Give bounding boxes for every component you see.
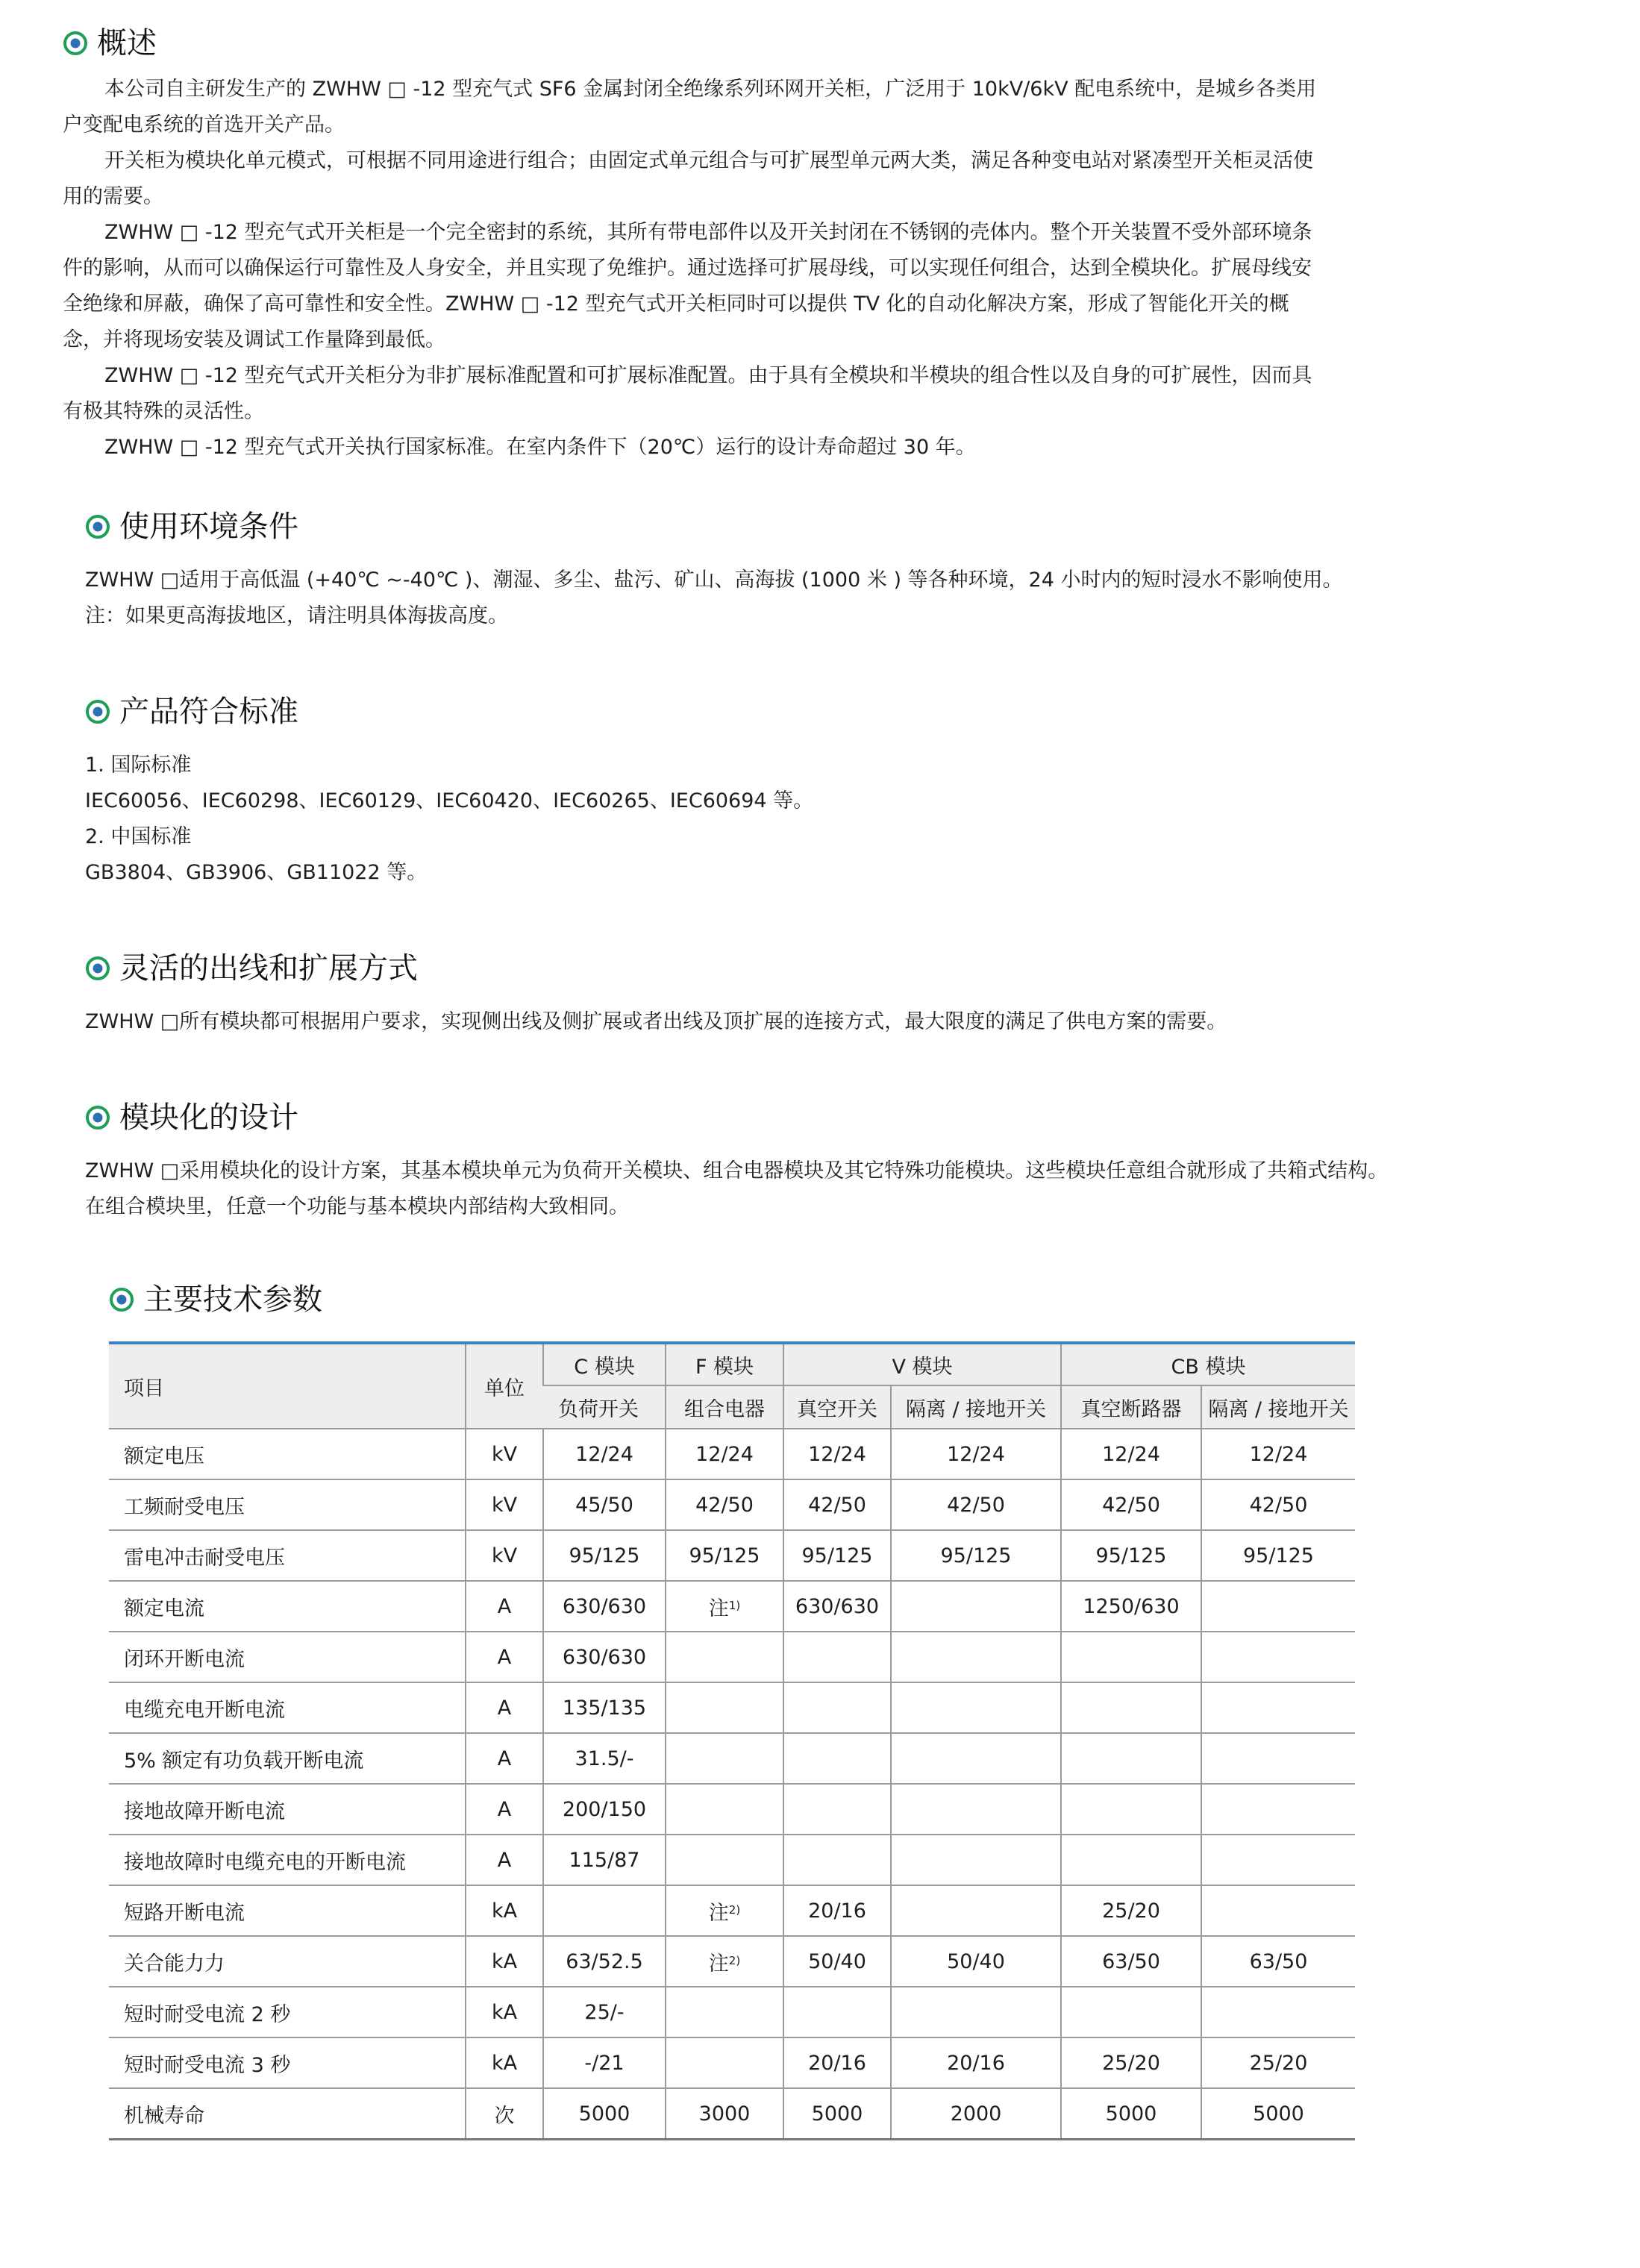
section-title-standards: 产品符合标准: [85, 692, 298, 731]
header-sub: 真空开关: [783, 1385, 891, 1429]
cell: [1201, 1682, 1355, 1733]
section-title-environment: 使用环境条件: [85, 507, 298, 546]
standards-cn-list: GB3804、GB3906、GB11022 等。: [85, 861, 428, 884]
cell: [783, 1835, 891, 1885]
row-item: 闭环开断电流: [109, 1632, 466, 1682]
cell: 25/20: [1201, 2037, 1355, 2088]
header-sub: 隔离 / 接地开关: [891, 1385, 1061, 1429]
cell: [1061, 1987, 1201, 2037]
cell: 135/135: [543, 1682, 666, 1733]
row-unit: A: [466, 1835, 543, 1885]
cell: [783, 1682, 891, 1733]
cell: [1201, 1581, 1355, 1632]
cell: 20/16: [783, 1885, 891, 1936]
cell: 12/24: [543, 1429, 666, 1479]
table-row: [109, 1429, 1355, 1479]
cell: [1201, 1784, 1355, 1835]
outlet-line-1: ZWHW □所有模块都可根据用户要求，实现侧出线及侧扩展或者出线及顶扩展的连接方式，最大限度的满足了供电方案的需要。: [85, 1010, 1227, 1033]
table-row: [109, 2088, 1355, 2140]
section-title-modular: 模块化的设计: [85, 1098, 298, 1137]
row-item: 雷电冲击耐受电压: [109, 1530, 466, 1581]
section-title-params: 主要技术参数: [109, 1280, 322, 1319]
table-row: [109, 1479, 1355, 1530]
cell: [891, 1682, 1061, 1733]
cell: 12/24: [666, 1429, 783, 1479]
row-unit: 次: [466, 2088, 543, 2140]
cell: [783, 1987, 891, 2037]
header-group-v: V 模块: [783, 1343, 1061, 1385]
cell: 95/125: [783, 1530, 891, 1581]
cell: [1201, 1632, 1355, 1682]
cell: 95/125: [666, 1530, 783, 1581]
cell: 31.5/-: [543, 1733, 666, 1784]
cell: 42/50: [1201, 1479, 1355, 1530]
header-sub: 真空断路器: [1061, 1385, 1201, 1429]
cell: [1061, 1835, 1201, 1885]
cell-note: 注$^{2)}$: [666, 1936, 783, 1987]
row-item: 短路开断电流: [109, 1885, 466, 1936]
row-unit: kV: [466, 1429, 543, 1479]
cell: 95/125: [1061, 1530, 1201, 1581]
row-item: 短时耐受电流 2 秒: [109, 1987, 466, 2037]
cell: [783, 1632, 891, 1682]
cell: 5000: [1061, 2088, 1201, 2140]
row-unit: kV: [466, 1530, 543, 1581]
cell: [666, 1733, 783, 1784]
cell: [666, 2037, 783, 2088]
cell: [891, 1733, 1061, 1784]
cell: [783, 1784, 891, 1835]
cell: 200/150: [543, 1784, 666, 1835]
row-item: 电缆充电开断电流: [109, 1682, 466, 1733]
footnote-mark: 2): [728, 1902, 741, 1917]
row-unit: kA: [466, 1987, 543, 2037]
cell: 5000: [783, 2088, 891, 2140]
cell: 95/125: [1201, 1530, 1355, 1581]
cell: 63/52.5: [543, 1936, 666, 1987]
header-unit: 单位: [466, 1343, 543, 1429]
header-group-f: F 模块: [666, 1343, 783, 1385]
circle-dot-icon: [85, 514, 110, 539]
footnote-mark: 2): [728, 1953, 741, 1967]
environment-line-1: ZWHW □适用于高低温 (+40℃ ~-40℃ )、潮湿、多尘、盐污、矿山、高海拔 (1000 米 ) 等各种环境，24 小时内的短时浸水不影响使用。: [85, 568, 1343, 592]
cell: 95/125: [543, 1530, 666, 1581]
standards-intl-list: IEC60056、IEC60298、IEC60129、IEC60420、IEC60265、IEC60694 等。: [85, 789, 814, 812]
cell: 1250/630: [1061, 1581, 1201, 1632]
cell-note: 注$^{1)}$: [666, 1581, 783, 1632]
cell: 50/40: [891, 1936, 1061, 1987]
cell: -/21: [543, 2037, 666, 2088]
cell: [891, 1987, 1061, 2037]
table-row: [109, 1885, 1355, 1936]
cell: 630/630: [543, 1581, 666, 1632]
cell: [891, 1632, 1061, 1682]
row-item: 接地故障开断电流: [109, 1784, 466, 1835]
cell: 12/24: [891, 1429, 1061, 1479]
cell: [783, 1733, 891, 1784]
header-group-cb: CB 模块: [1061, 1343, 1355, 1385]
cell: 12/24: [1061, 1429, 1201, 1479]
cell: 42/50: [666, 1479, 783, 1530]
cell: 630/630: [783, 1581, 891, 1632]
header-sub: 组合电器: [666, 1385, 783, 1429]
table-row: [109, 1682, 1355, 1733]
cell: 63/50: [1201, 1936, 1355, 1987]
cell: 115/87: [543, 1835, 666, 1885]
overview-paragraph-1: 本公司自主研发生产的 ZWHW □ -12 型充气式 SF6 金属封闭全绝缘系列环网开关柜，广泛用于 10kV/6kV 配电系统中，是城乡各类用户变配电系统的首选开关产品。: [63, 78, 1317, 137]
row-item: 关合能力力: [109, 1936, 466, 1987]
cell: [891, 1784, 1061, 1835]
cell-note: 注$^{2)}$: [666, 1885, 783, 1936]
cell: 42/50: [891, 1479, 1061, 1530]
parameters-table: [109, 1341, 1355, 2140]
row-item: 工频耐受电压: [109, 1479, 466, 1530]
row-unit: A: [466, 1784, 543, 1835]
header-sub: 隔离 / 接地开关: [1201, 1385, 1355, 1429]
cell: 12/24: [783, 1429, 891, 1479]
table-row: [109, 1936, 1355, 1987]
row-unit: kA: [466, 1885, 543, 1936]
table-row: [109, 1733, 1355, 1784]
row-unit: A: [466, 1733, 543, 1784]
row-unit: kA: [466, 1936, 543, 1987]
cell: [891, 1581, 1061, 1632]
cell: [543, 1885, 666, 1936]
table-row: [109, 1632, 1355, 1682]
environment-note: 注：如果更高海拔地区，请注明具体海拔高度。: [85, 604, 508, 627]
cell: 20/16: [783, 2037, 891, 2088]
cell: [1061, 1733, 1201, 1784]
circle-dot-icon: [85, 699, 110, 724]
circle-dot-icon: [85, 1105, 110, 1130]
header-item: 项目: [109, 1343, 466, 1429]
table-row: [109, 1784, 1355, 1835]
overview-paragraph-3: ZWHW □ -12 型充气式开关柜是一个完全密封的系统，其所有带电部件以及开关封闭在不锈钢的壳体内。整个开关装置不受外部环境条件的影响，从而可以确保运行可靠性及人身安全，并且实现了免维护。通过选择可扩展母线，可以实现任何组合，达到全模块化。扩展母线安全绝缘和屏蔽，确保了高可靠性和安全性。ZWHW □ -12 型充气式开关柜同时可以提供 TV 化的自动化解决方案，形成了智能化开关的概念，并将现场安装及调试工作量降到最低。: [63, 221, 1312, 351]
row-item: 短时耐受电流 3 秒: [109, 2037, 466, 2088]
row-unit: kV: [466, 1479, 543, 1530]
cell: 2000: [891, 2088, 1061, 2140]
footnote-mark: 1): [728, 1598, 741, 1612]
cell: 50/40: [783, 1936, 891, 1987]
circle-dot-icon: [85, 956, 110, 981]
cell: [1061, 1682, 1201, 1733]
table-row: [109, 1835, 1355, 1885]
cell: 45/50: [543, 1479, 666, 1530]
cell: 25/-: [543, 1987, 666, 2037]
row-item: 机械寿命: [109, 2088, 466, 2140]
cell: 5000: [1201, 2088, 1355, 2140]
cell: [666, 1987, 783, 2037]
section-title-outlet: 灵活的出线和扩展方式: [85, 949, 418, 988]
cell: 630/630: [543, 1632, 666, 1682]
row-unit: kA: [466, 2037, 543, 2088]
row-unit: A: [466, 1581, 543, 1632]
overview-paragraph-2: 开关柜为模块化单元模式，可根据不同用途进行组合；由固定式单元组合与可扩展型单元两大类，满足各种变电站对紧凑型开关柜灵活使用的需要。: [63, 149, 1313, 208]
cell: [1201, 1733, 1355, 1784]
cell: 5000: [543, 2088, 666, 2140]
table-header-row: [109, 1343, 1355, 1385]
header-group-c: C 模块: [543, 1343, 666, 1385]
header-sub: 负荷开关: [543, 1385, 666, 1429]
table-row: [109, 1581, 1355, 1632]
circle-dot-icon: [109, 1287, 134, 1312]
row-item: 5% 额定有功负载开断电流: [109, 1733, 466, 1784]
table-row: [109, 1987, 1355, 2037]
cell: [891, 1835, 1061, 1885]
standards-intl-label: 1. 国际标准: [85, 754, 192, 777]
cell: [1201, 1987, 1355, 2037]
cell: [1061, 1784, 1201, 1835]
overview-paragraph-4: ZWHW □ -12 型充气式开关柜分为非扩展标准配置和可扩展标准配置。由于具有全模块和半模块的组合性以及自身的可扩展性，因而具有极其特殊的灵活性。: [63, 364, 1312, 423]
cell: [891, 1885, 1061, 1936]
cell: [666, 1682, 783, 1733]
cell: [666, 1632, 783, 1682]
cell: 42/50: [1061, 1479, 1201, 1530]
circle-dot-icon: [63, 31, 88, 56]
standards-cn-label: 2. 中国标准: [85, 825, 192, 848]
cell: 25/20: [1061, 1885, 1201, 1936]
section-title-overview: 概述: [63, 24, 157, 63]
cell: 3000: [666, 2088, 783, 2140]
cell: 63/50: [1061, 1936, 1201, 1987]
cell: 12/24: [1201, 1429, 1355, 1479]
table-row: [109, 2037, 1355, 2088]
modular-line-2: 在组合模块里，任意一个功能与基本模块内部结构大致相同。: [85, 1195, 629, 1218]
row-item: 接地故障时电缆充电的开断电流: [109, 1835, 466, 1885]
cell: 25/20: [1061, 2037, 1201, 2088]
cell: [1201, 1835, 1355, 1885]
cell: 42/50: [783, 1479, 891, 1530]
row-unit: A: [466, 1682, 543, 1733]
overview-paragraph-5: ZWHW □ -12 型充气式开关执行国家标准。在室内条件下（20℃）运行的设计寿命超过 30 年。: [104, 436, 976, 459]
row-unit: A: [466, 1632, 543, 1682]
cell: [666, 1835, 783, 1885]
cell: [1061, 1632, 1201, 1682]
row-item: 额定电流: [109, 1581, 466, 1632]
cell: [1201, 1885, 1355, 1936]
cell: 20/16: [891, 2037, 1061, 2088]
modular-line-1: ZWHW □采用模块化的设计方案，其基本模块单元为负荷开关模块、组合电器模块及其它特殊功能模块。这些模块任意组合就形成了共箱式结构。: [85, 1159, 1389, 1182]
table-row: [109, 1530, 1355, 1581]
row-item: 额定电压: [109, 1429, 466, 1479]
cell: [666, 1784, 783, 1835]
cell: 95/125: [891, 1530, 1061, 1581]
